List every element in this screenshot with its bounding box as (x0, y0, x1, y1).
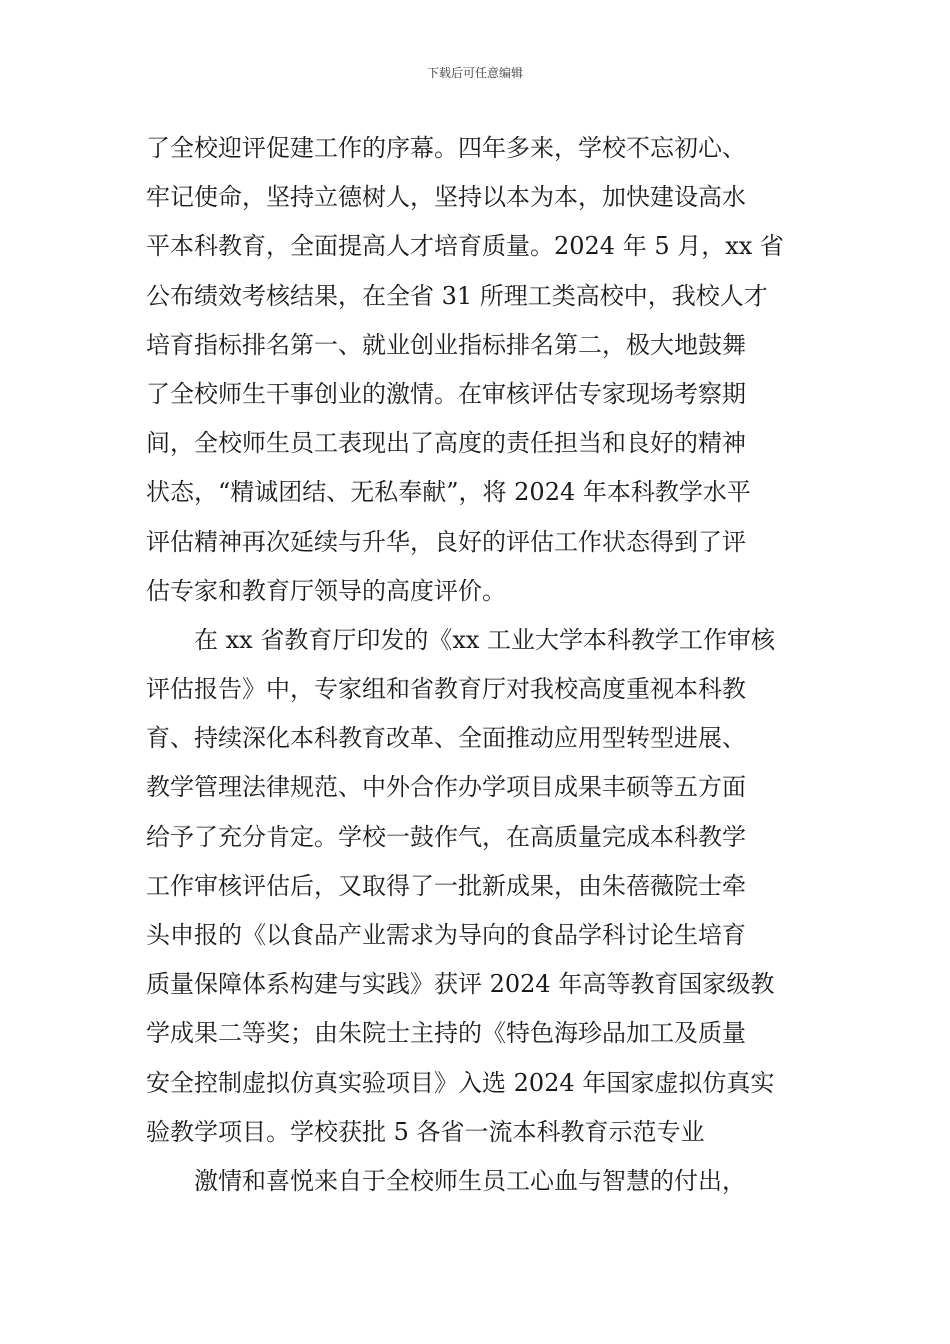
text-line: 培育指标排名第一、就业创业指标排名第二，极大地鼓舞 (146, 330, 746, 359)
text-line: 安全控制虚拟仿真实验项目》入选 2024 年国家虚拟仿真实 (146, 1068, 775, 1097)
text-line: 评估报告》中，专家组和省教育厅对我校高度重视本科教 (146, 675, 746, 704)
text-line: 育、持续深化本科教育改革、全面推动应用型转型进展、 (146, 724, 746, 753)
text-line: 平本科教育，全面提高人才培育质量。2024 年 5 月，xx 省 (146, 232, 784, 261)
text-line: 头申报的《以食品产业需求为导向的食品学科讨论生培育 (146, 921, 746, 949)
text-line: 给予了充分肯定。学校一鼓作气，在高质量完成本科教学 (146, 822, 746, 851)
text-line: 间，全校师生员工表现出了高度的责任担当和良好的精神 (146, 429, 746, 458)
paragraph-start-line: 激情和喜悦来自于全校师生员工心血与智慧的付出， (194, 1166, 746, 1195)
text-line: 公布绩效考核结果，在全省 31 所理工类高校中，我校人才 (146, 281, 768, 310)
text-line: 教学管理法律规范、中外合作办学项目成果丰硕等五方面 (146, 773, 746, 802)
text-line: 牢记使命，坚持立德树人，坚持以本为本，加快建设高水 (146, 183, 746, 212)
text-line: 了全校迎评促建工作的序幕。四年多来，学校不忘初心、 (146, 134, 746, 162)
text-line: 学成果二等奖；由朱院士主持的《特色海珍品加工及质量 (146, 1019, 746, 1048)
text-line: 了全校师生干事创业的激情。在审核评估专家现场考察期 (146, 379, 746, 408)
page-header: 下载后可任意编辑 (426, 66, 523, 80)
text-line: 工作审核评估后，又取得了一批新成果，由朱蓓薇院士牵 (146, 871, 746, 900)
text-line: 估专家和教育厅领导的高度评价。 (146, 576, 506, 605)
text-line: 验教学项目。学校获批 5 各省一流本科教育示范专业 (146, 1117, 705, 1146)
paragraph-start-line: 在 xx 省教育厅印发的《xx 工业大学本科教学工作审核 (194, 625, 776, 654)
text-line: 状态，“精诚团结、无私奉献”，将 2024 年本科教学水平 (146, 478, 751, 507)
text-line: 评估精神再次延续与升华，良好的评估工作状态得到了评 (146, 527, 746, 556)
document-body (146, 128, 818, 1210)
text-line: 质量保障体系构建与实践》获评 2024 年高等教育国家级教 (146, 970, 775, 999)
